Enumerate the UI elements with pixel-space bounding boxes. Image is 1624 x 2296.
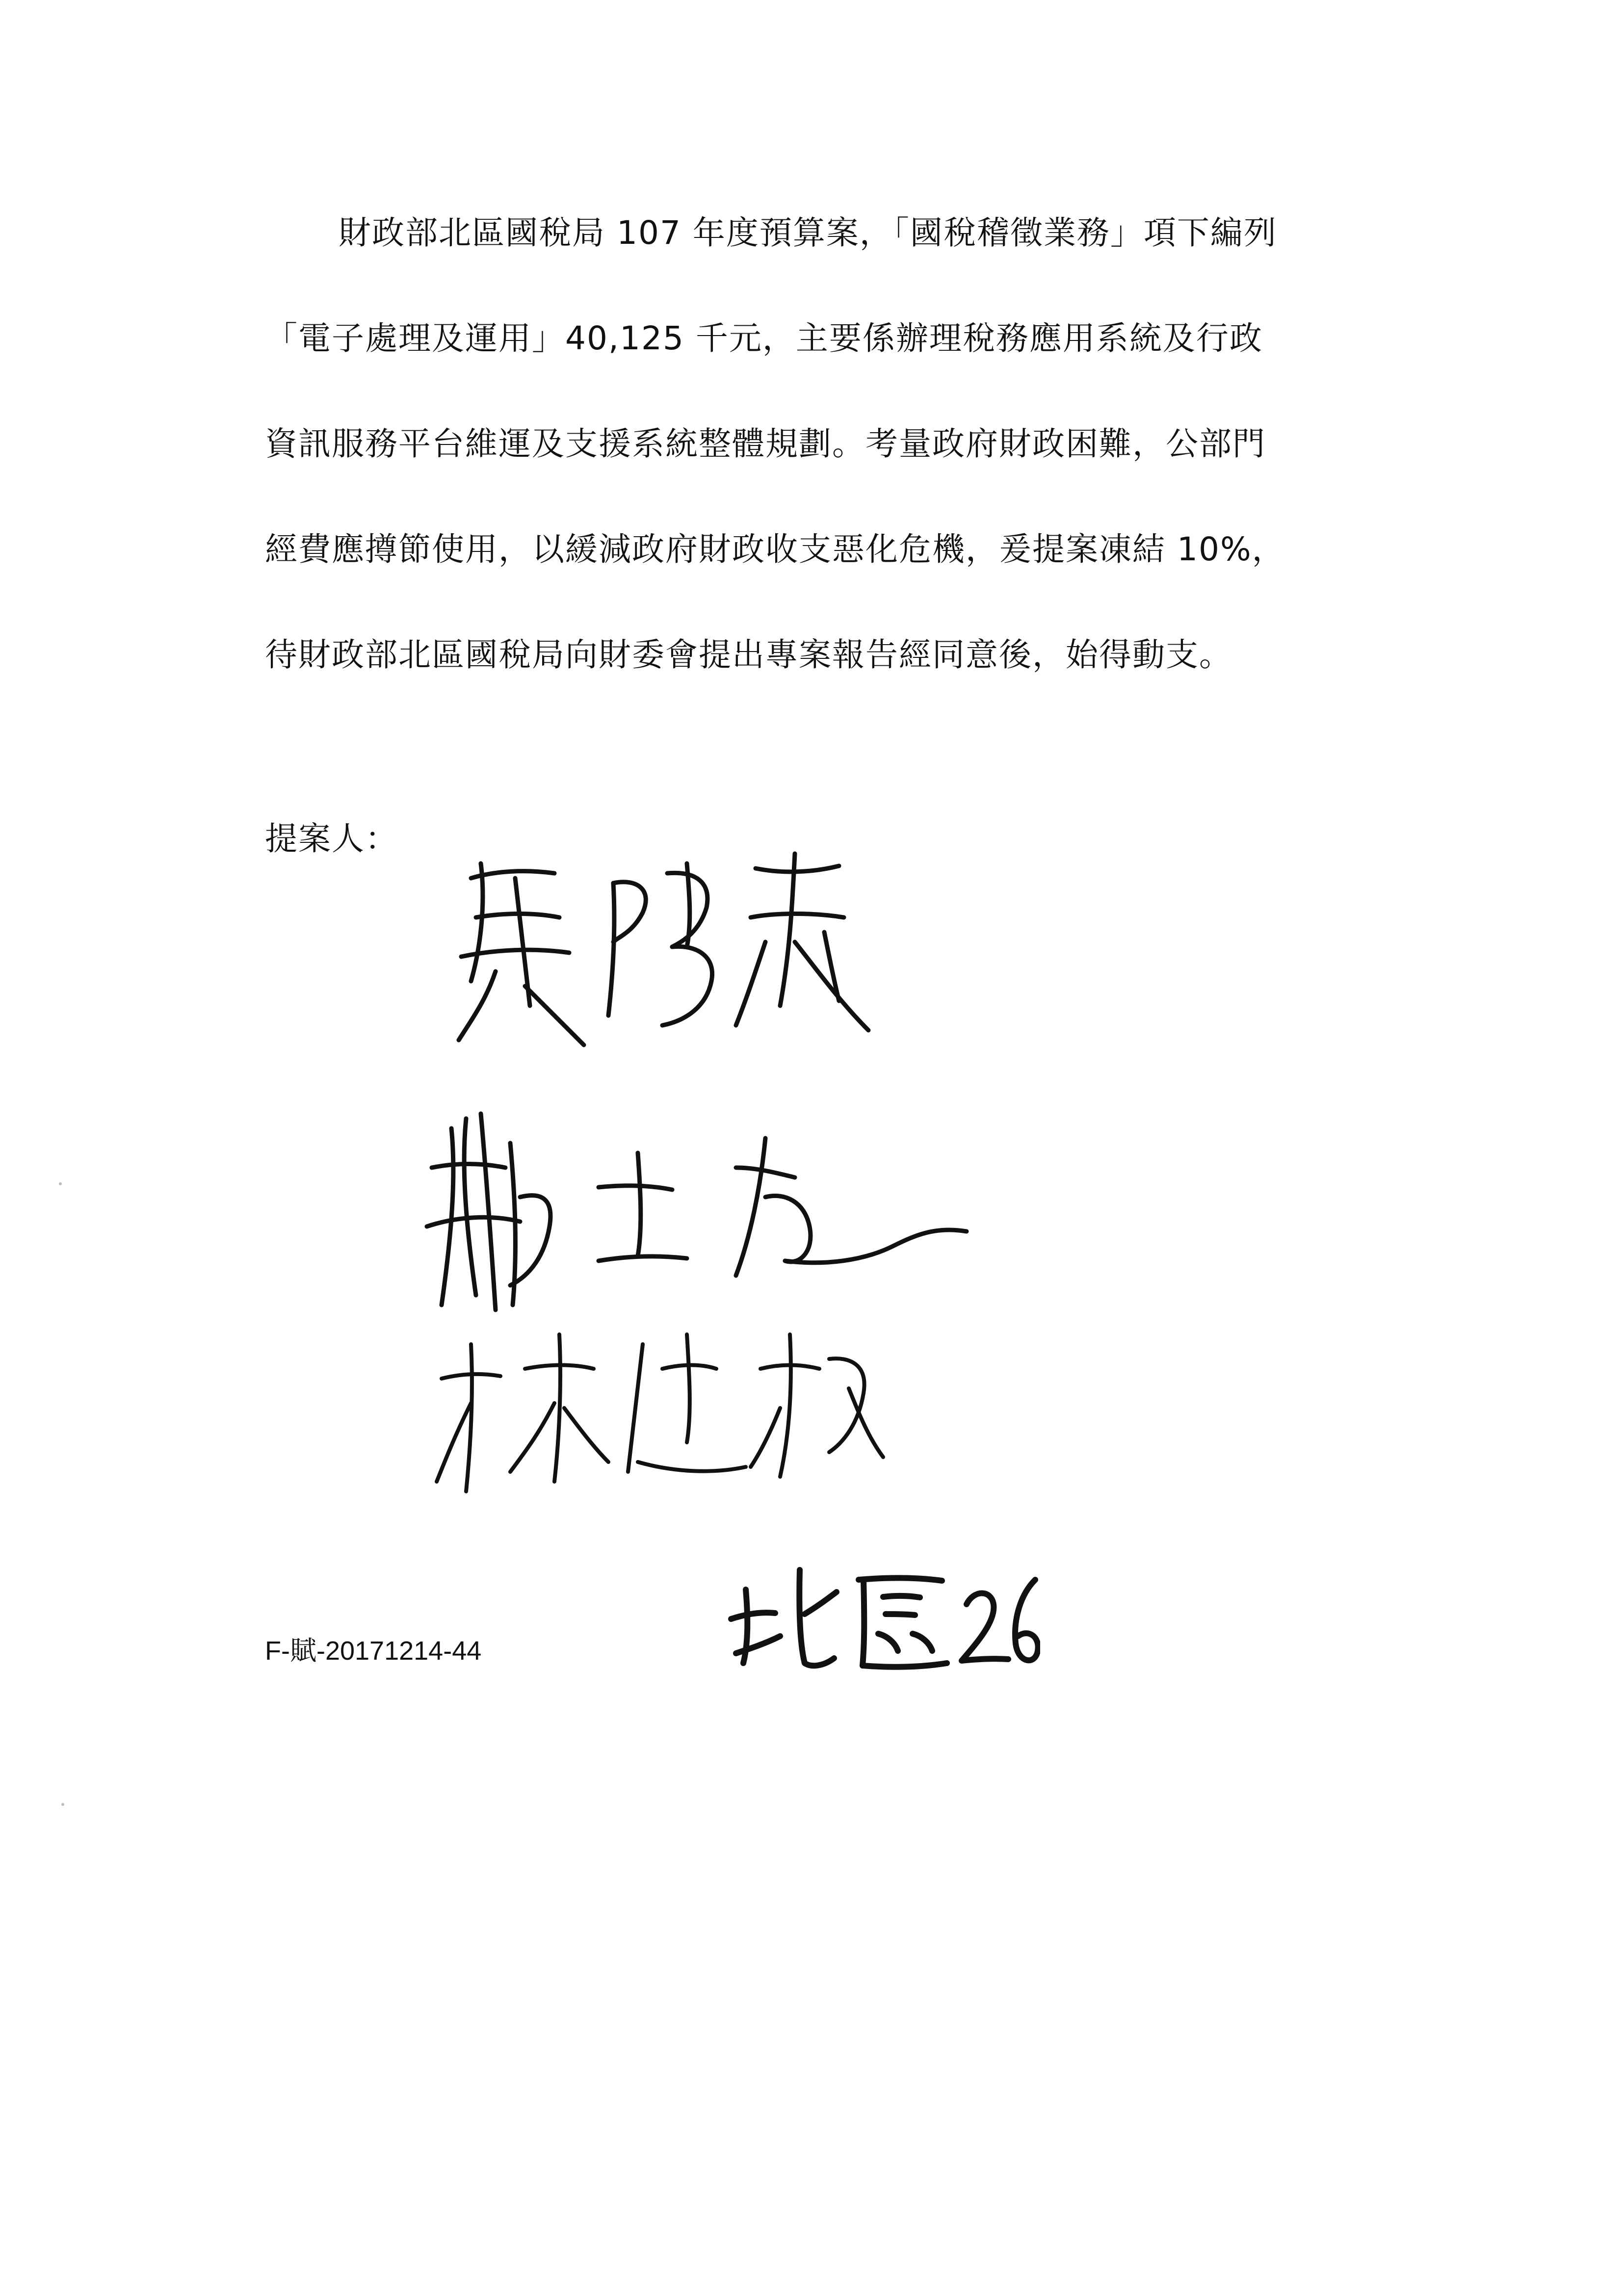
handwritten-note: [726, 1550, 1040, 1678]
proposal-line-5: 待財政部北區國稅局向財委會提出專案報告經同意後，始得動支。: [265, 636, 1232, 674]
handwritten-signature-1: [451, 844, 893, 1060]
scan-speck: [61, 1803, 64, 1806]
proposal-line-3: 資訊服務平台維運及支援系統整體規劃。考量政府財政困難，公部門: [265, 425, 1266, 463]
proposal-line-2: 「電子處理及運用」40,125 千元，主要係辦理稅務應用系統及行政: [265, 319, 1263, 357]
handwritten-signature-3: [427, 1315, 908, 1501]
form-code: F-賦-20171214-44: [265, 1636, 482, 1666]
handwritten-signature-2: [422, 1099, 981, 1325]
proposal-line-4: 經費應撙節使用，以緩減政府財政收支惡化危機，爰提案凍結 10%，: [265, 530, 1285, 568]
scan-speck: [59, 1182, 62, 1185]
proposer-label: 提案人：: [265, 820, 398, 858]
proposal-line-1: 財政部北區國稅局 107 年度預算案，「國稅稽徵業務」項下編列: [339, 214, 1277, 252]
